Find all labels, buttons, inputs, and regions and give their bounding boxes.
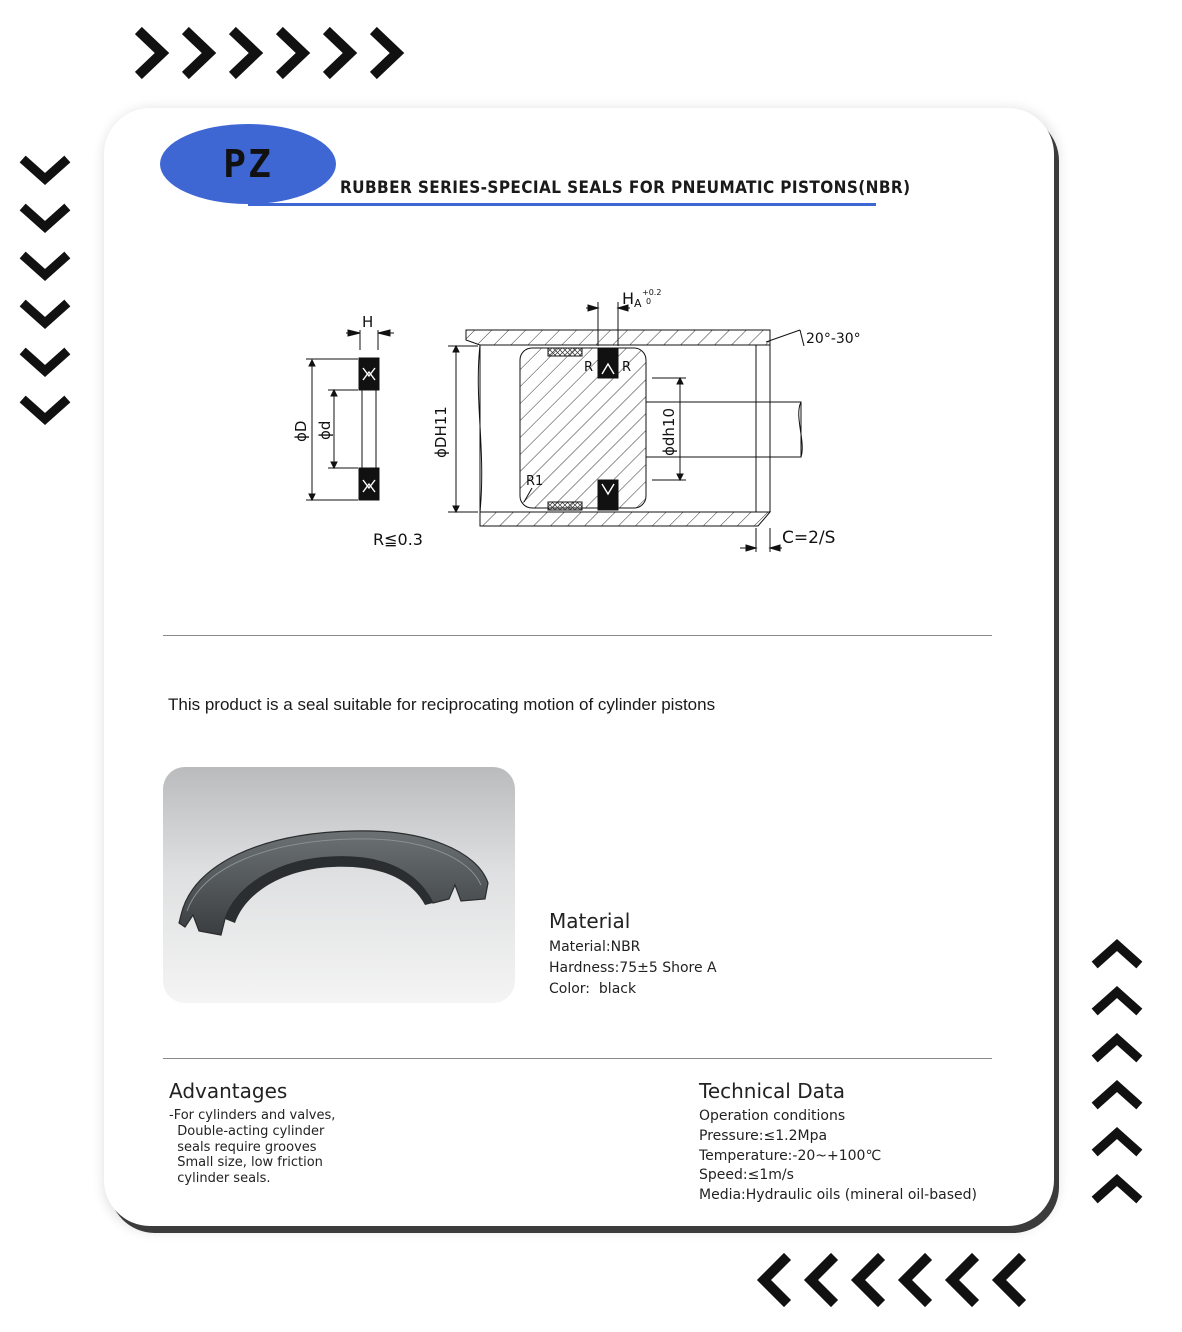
chevron-down-column-icon [18,154,78,434]
product-code: PZ [223,142,273,186]
material-heading: Material [549,909,631,933]
label-angle: 20°-30° [806,331,861,347]
series-title: RUBBER SERIES-SPECIAL SEALS FOR PNEUMATIC PISTONS(NBR) [340,178,911,198]
product-code-badge [160,124,336,204]
advantages-line: cylinder seals. [169,1171,271,1186]
chevron-left-row-icon [756,1252,1036,1312]
technical-line: Speed:≤1m/s [699,1167,794,1183]
label-HA-tol-lower: 0 [646,297,652,306]
title-underline [248,203,876,206]
technical-line: Temperature:-20~+100℃ [699,1148,882,1164]
label-H: H [362,313,374,331]
cylinder-assembly-view [448,302,804,552]
material-line: Material:NBR [549,939,641,955]
label-R-right: R [622,360,632,375]
advantages-heading: Advantages [169,1079,288,1103]
label-R-left: R [584,360,594,375]
product-description: This product is a seal suitable for reciprocating motion of cylinder pistons [168,695,716,714]
label-HA: HA [622,289,642,310]
technical-line: Pressure:≤1.2Mpa [699,1128,828,1144]
advantages-line: -For cylinders and valves, [169,1108,336,1123]
chevron-right-row-icon [134,26,414,82]
divider-top [163,635,992,636]
label-chamfer: C=2/S [782,528,836,548]
advantages-line: Double-acting cylinder [169,1124,325,1139]
chevron-up-column-icon [1090,934,1150,1214]
label-D: ϕD [292,420,310,442]
material-line: Color: black [549,981,637,997]
label-HA-tol-upper: +0.2 [642,288,662,297]
technical-line: Media:Hydraulic oils (mineral oil-based) [699,1187,977,1203]
advantages-line: Small size, low friction [169,1155,323,1170]
technical-drawing [270,280,890,574]
label-dh10: ϕdh10 [660,407,678,456]
label-d: ϕd [316,420,334,440]
technical-line: Operation conditions [699,1108,846,1124]
seal-section-view [306,330,394,500]
divider-bottom [163,1058,992,1059]
advantages-line: seals require grooves [169,1140,317,1155]
material-line: Hardness:75±5 Shore A [549,960,717,976]
technical-heading: Technical Data [699,1079,845,1103]
product-photo [163,767,515,1003]
label-DH11: ϕDH11 [432,406,450,458]
label-radius: R≦0.3 [373,530,423,549]
label-R1: R1 [526,474,544,489]
